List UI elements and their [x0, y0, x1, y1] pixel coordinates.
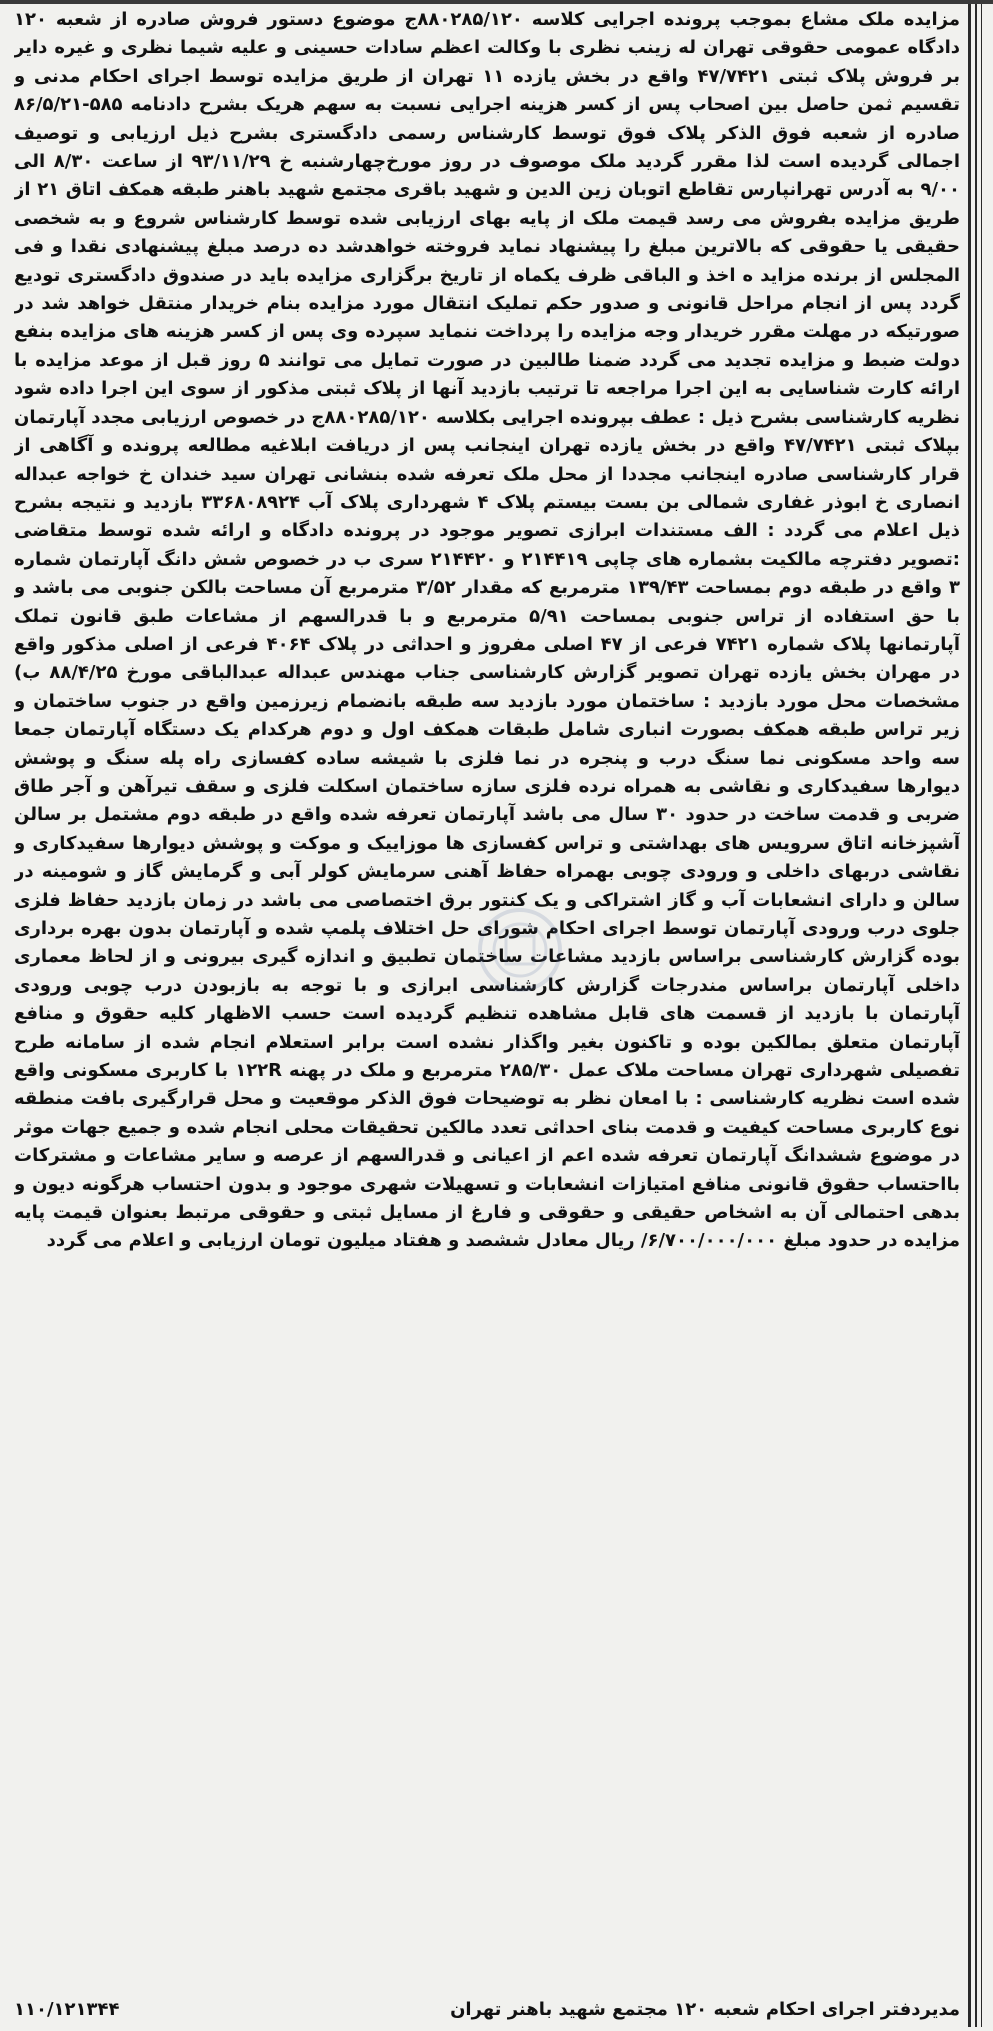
- column-border-rule: [975, 4, 977, 2027]
- notice-signature: [14, 1995, 960, 2025]
- notice-body: [14, 6, 960, 1256]
- signature-code: ۱۱۰/۱۲۱۳۴۴: [14, 1999, 120, 2020]
- column-border-rule: [968, 4, 971, 2027]
- notice-paragraph: مزایده ملک مشاع بموجب پرونده اجرایی کلاسه ۸۸۰۲۸۵/۱۲۰ج موضوع دستور فروش صادره از شعبه ۱۲۰ دادگاه عمومی حقوقی تهران له زینب نظری با وکالت اعظم سادات حسینی و علیه شیما نظری و غیره دایر بر فروش پلاک ثبتی ۴۷/۷۴۲۱ واقع در بخش یازده ۱۱ تهران از طریق مزایده توسط اجرای احکام مدنی و تقسیم ثمن حاصل بین اصحاب پس از کسر هزینه اجرایی نسبت به سهم هریک بشرح دادنامه ۵۸۵-۸۶/۵/۲۱ صادره از شعبه فوق الذکر پلاک فوق توسط کارشناس رسمی دادگستری بشرح ذیل ارزیابی و توصیف اجمالی گردیده است لذا مقرر گردید ملک موصوف در روز مورخ‌چهارشنبه خ ۹۳/۱۱/۲۹ از ساعت ۸/۳۰ الی ۹/۰۰ به آدرس تهرانپارس تقاطع اتوبان زین الدین و شهید باقری مجتمع شهید باهنر طبقه همکف اتاق ۲۱ از طریق مزایده بفروش می رسد قیمت ملک از پایه بهای ارزیابی شده توسط کارشناس شروع و به شخصی حقیقی یا حقوقی که بالاترین مبلغ را پیشنهاد نماید فروخته خواهدشد ده درصد مبلغ پیشنهادی نقدا و فی المجلس از برنده مزاید ه اخذ و الباقی ظرف یکماه از تاریخ برگزاری مزایده باید در صندوق دادگستری تودیع گردد پس از انجام مراحل قانونی و صدور حکم تملیک انتقال مورد مزایده بنام خریدار منتقل خواهد شد در صورتیکه در مهلت مقرر خریدار وجه مزایده را پرداخت ننماید سپرده وی پس از کسر هزینه های مزایده بنفع دولت ضبط و مزایده تجدید می گردد ضمنا طالبین در صورت تمایل می توانند ۵ روز قبل از موعد مزایده با ارائه کارت شناسایی به این اجرا مراجعه تا ترتیب بازدید آنها از پلاک ثبتی مذکور از سوی این اجرا داده شود نظریه کارشناسی بشرح ذیل : عطف بپرونده اجرایی بکلاسه ۸۸۰۲۸۵/۱۲۰ج در خصوص ارزیابی مجدد آپارتمان بپلاک ثبتی ۴۷/۷۴۲۱ واقع در بخش یازده تهران اینجانب پس از دریافت ابلاغیه مطالعه پرونده و آگاهی از قرار کارشناسی صادره اینجانب مجددا از محل ملک تعرفه شده بنشانی تهران سید خندان خ خواجه عبداله انصاری خ ابوذر غفاری شمالی بن بست بیستم پلاک ۴ شهرداری پلاک آب ۳۳۶۸۰۸۹۲۴ بازدید و نتیجه بشرح ذیل اعلام می گردد : الف مستندات ابرازی تصویر موجود در پرونده دادگاه و ارائه شده توسط متقاضی :تصویر دفترچه مالکیت بشماره های چاپی ۲۱۴۴۱۹ و ۲۱۴۴۲۰ سری ب در خصوص شش دانگ آپارتمان شماره ۳ واقع در طبقه دوم بمساحت ۱۳۹/۴۳ مترمربع که مقدار ۳/۵۲ مترمربع آن مساحت بالکن جنوبی می باشد و با حق استفاده از تراس جنوبی بمساحت ۵/۹۱ مترمربع و با قدرالسهم از مشاعات طبق قانون تملک آپارتمانها پلاک شماره ۷۴۲۱ فرعی از ۴۷ اصلی مفروز و احداثی در پلاک ۴۰۶۴ فرعی از اصلی مذکور واقع در مهران بخش یازده تهران تصویر گزارش کارشناسی جناب مهندس عبداله عبدالباقی مورخ ۸۸/۴/۲۵ ب) مشخصات محل مورد بازدید : ساختمان مورد بازدید سه طبقه بانضمام زیرزمین واقع در جنوب ساختمان و زیر تراس طبقه همکف بصورت انباری شامل طبقات همکف اول و دوم هرکدام یک دستگاه آپارتمان جمعا سه واحد مسکونی نما سنگ درب و پنجره در نما فلزی با شیشه ساده کفسازی راه پله سنگ و پوشش دیوارها سفیدکاری و نقاشی به همراه نرده فلزی سازه ساختمان اسکلت فلزی و سقف تیرآهن و آجر طاق ضربی و قدمت ساخت در حدود ۳۰ سال می باشد آپارتمان تعرفه شده واقع در طبقه دوم مشتمل بر سالن آشپزخانه اتاق سرویس های بهداشتی و تراس کفسازی ها موزاییک و موکت و پوشش دیوارها سفیدکاری و نقاشی دربهای داخلی و ورودی چوبی بهمراه حفاظ آهنی سرمایش کولر آبی و گرمایش گاز و شومینه در سالن و دارای انشعابات آب و گاز اشتراکی و یک کنتور برق اختصاصی می باشد در زمان بازدید حفاظ فلزی جلوی درب ورودی آپارتمان توسط اجرای احکام شورای حل اختلاف پلمپ شده و آپارتمان بدون بهره برداری بوده گزارش کارشناسی براساس بازدید مشاعات ساختمان تطبیق و اندازه گیری بیرونی و از لحاظ معماری داخلی آپارتمان براساس مندرجات گزارش کارشناسی ابرازی و با توجه به بازبودن درب چوبی ورودی آپارتمان با بازدید از قسمت های قابل مشاهده تنظیم گردیده است حسب الاظهار کلیه حقوق و منافع آپارتمان متعلق بمالکین بوده و تاکنون بغیر واگذار نشده است برابر استعلام انجام شده از سامانه طرح تفصیلی شهرداری تهران مساحت ملاک عمل ۲۸۵/۳۰ مترمربع و ملک در پهنه ۱۲۲R با کاربری مسکونی واقع شده است نظریه کارشناسی : با امعان نظر به توضیحات فوق الذکر موقعیت و محل قرارگیری بافت منطقه نوع کاربری مساحت کیفیت و قدمت بنای احداثی تعدد مالکین تحقیقات محلی انجام شده و جمیع جهات موثر در موضوع ششدانگ آپارتمان تعرفه شده اعم از اعیانی و قدرالسهم از عرصه و سایر مشاعات و مشترکات بااحتساب حقوق قانونی منافع امتیازات انشعابات و تسهیلات شهری موجود و بدون احتساب هرگونه دیون و بدهی احتمالی آن به اشخاص حقیقی و حقوقی و فارغ از مسایل ثبتی و حقوقی مرتبط بعنوان قیمت پایه مزایده در حدود مبلغ ۶/۷۰۰/۰۰۰/۰۰۰/ ریال معادل ششصد و هفتاد میلیون تومان ارزیابی و اعلام می گردد: [14, 9, 960, 1252]
- column-border-rule: [981, 4, 982, 2027]
- top-border-rule: [0, 0, 993, 4]
- signature-office: مدیردفتر اجرای احکام شعبه ۱۲۰ مجتمع شهید باهنر تهران: [450, 1999, 960, 2020]
- auction-notice: [14, 6, 960, 2026]
